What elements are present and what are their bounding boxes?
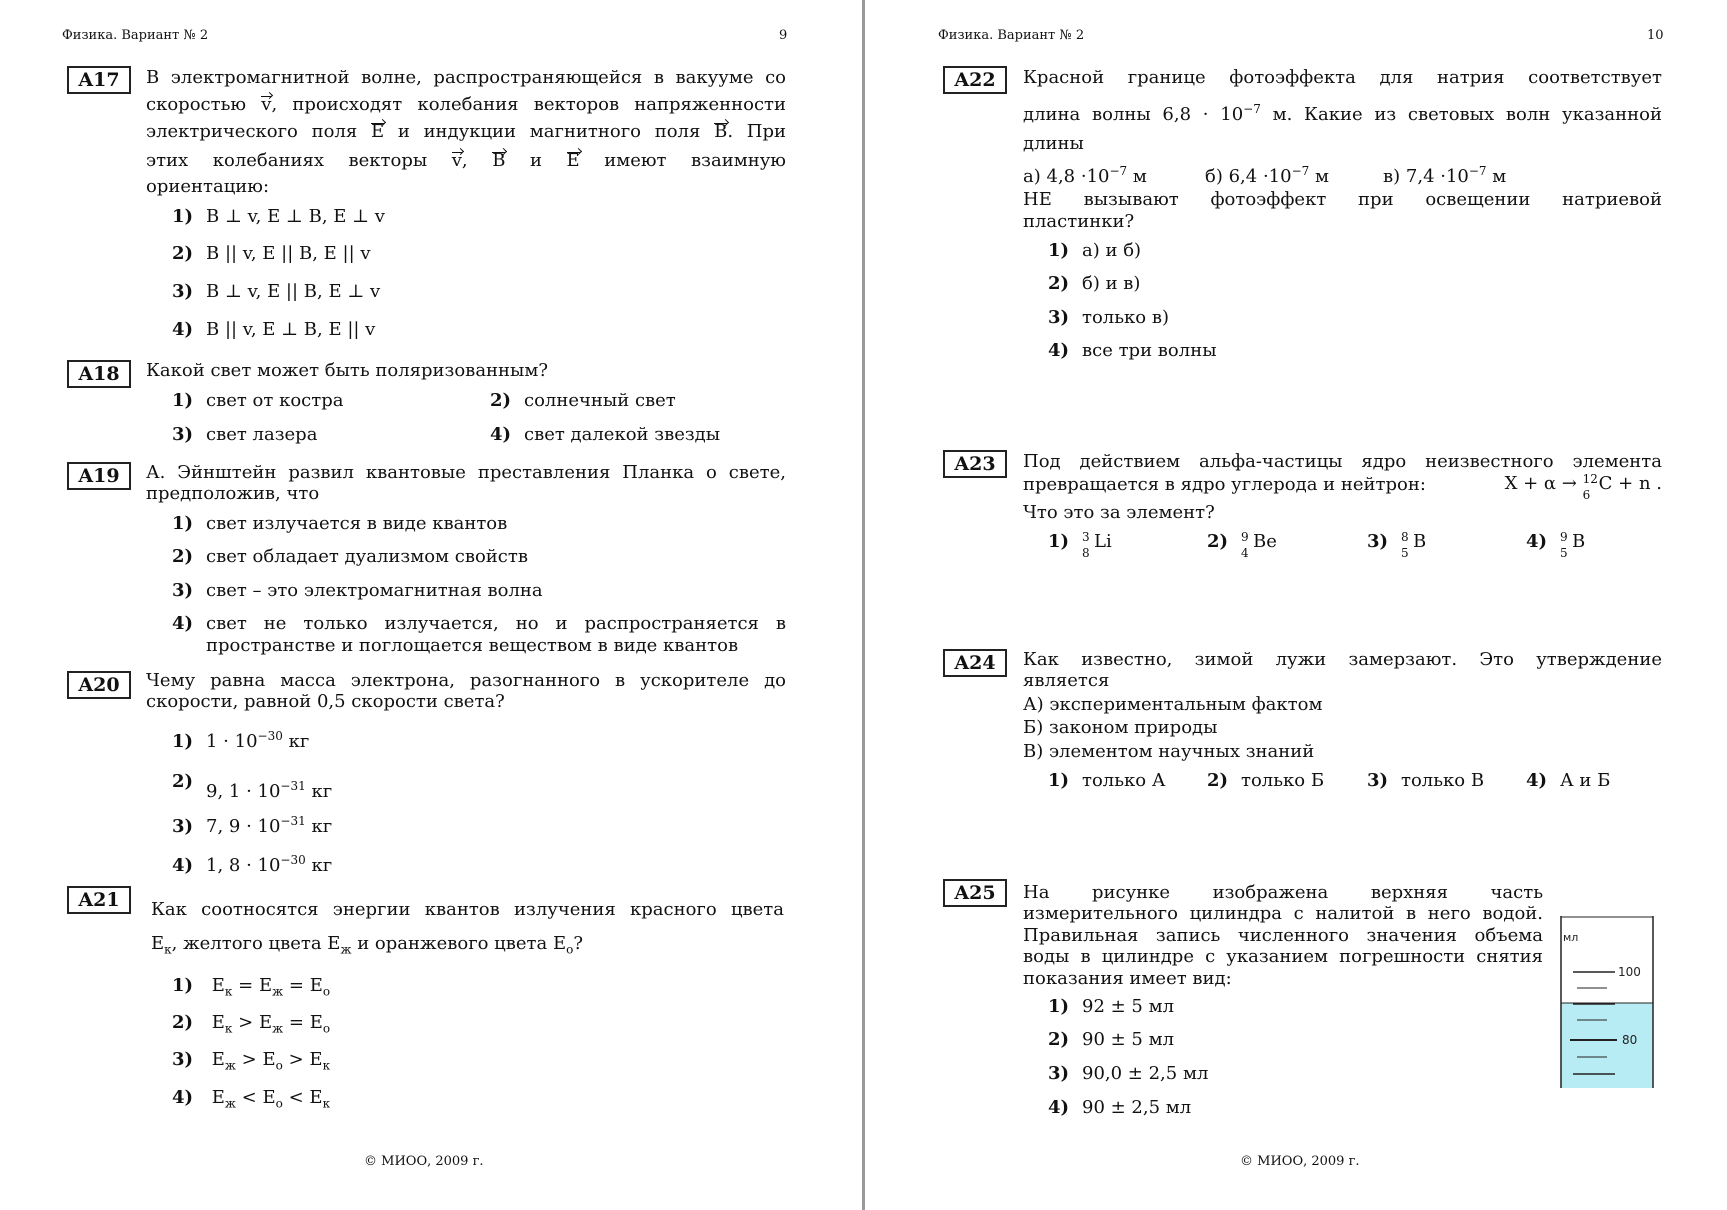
a20-option-2[interactable]: 2) 9, $1 \cdot 10^{-31}$ кг [172,771,333,802]
a24-option-4[interactable]: 4) А и Б [1526,770,1611,791]
a21-option-1[interactable]: 1) $E_к = E_ж = E_о$ [172,975,331,999]
page-number: 9 [779,28,788,43]
a25-line3: Правильная запись численного значения объема [1023,925,1543,946]
page-header: Физика. Вариант № 2 [938,28,1085,43]
vector-v: v [261,94,272,115]
a23-line3: Что это за элемент? [1023,502,1215,523]
a19-line1: А. Эйнштейн развил квантовые преставления Планка о свете, [146,462,786,483]
a20-option-3[interactable]: 3) 7, $9 \cdot 10^{-31}$ кг [172,814,333,837]
question-label-a20: A20 [67,671,131,699]
a25-option-1[interactable]: 1) 92 ± 5 мл [1048,996,1175,1017]
tick-label-80: 80 [1622,1033,1638,1047]
a21-line1: Как соотносятся энергии квантов излучения красного цвета [151,899,784,920]
a19-line2: предположив, что [146,483,320,504]
a25-option-4[interactable]: 4) 90 ± 2,5 мл [1048,1097,1192,1118]
a17-option-2[interactable]: 2) B || v, E || B, E || v [172,243,371,264]
cylinder-unit: мл [1563,931,1579,944]
a22-line3: длины [1023,133,1084,154]
a17-line2: скоростью v, происходят колебания векторов напряженности [146,94,786,115]
question-label-a22: A22 [943,66,1007,94]
page-number: 10 [1647,28,1664,43]
a22-option-3[interactable]: 3) только в) [1048,307,1169,328]
a18-option-4[interactable]: 4) свет далекой звезды [490,424,721,445]
a23-option-3[interactable]: 3) 8 5 B [1367,530,1427,560]
a22-wave-c: в) $7,4 \cdot 10^{-7}$ м [1383,164,1507,187]
a24-statement-c: В) элементом научных знаний [1023,741,1315,762]
a25-line1: На рисунке изображена верхняя часть [1023,882,1543,903]
a21-option-4[interactable]: 4) $E_ж < E_о < E_к$ [172,1087,331,1111]
a17-line5: ориентацию: [146,176,270,197]
a20-line1: Чему равна масса электрона, разогнанного в ускорителе до [146,670,786,691]
a24-statement-b: Б) законом природы [1023,717,1218,738]
a19-option-1[interactable]: 1) свет излучается в виде квантов [172,513,508,534]
question-label-a17: A17 [67,66,131,94]
a22-option-2[interactable]: 2) б) и в) [1048,273,1141,294]
a19-option-4[interactable]: 4) свет не только излучается, но и распространяется в пространстве и поглощается веществом в виде квантов [172,613,786,656]
a24-statement-a: А) экспериментальным фактом [1023,694,1323,715]
a21-option-2[interactable]: 2) $E_к > E_ж = E_о$ [172,1012,331,1036]
a24-option-3[interactable]: 3) только В [1367,770,1485,791]
a24-line1: Как известно, зимой лужи замерзают. Это утверждение [1023,649,1662,670]
vector-e: E [370,121,385,142]
a24-line2: является [1023,670,1110,691]
a24-option-2[interactable]: 2) только Б [1207,770,1325,791]
question-label-a25: A25 [943,879,1007,907]
cylinder-water [1561,1003,1653,1088]
a25-option-2[interactable]: 2) 90 ± 5 мл [1048,1029,1175,1050]
question-label-a21: A21 [67,886,131,914]
a25-line2: измерительного цилиндра с налитой в него водой. [1023,903,1543,924]
a18-option-3[interactable]: 3) свет лазера [172,424,318,445]
a21-line2: $E_к$, желтого цвета $E_ж$ и оранжевого цвета $E_о$? [151,933,583,957]
question-label-a24: A24 [943,649,1007,677]
a17-option-1[interactable]: 1) B ⊥ v, E ⊥ B, E ⊥ v [172,206,385,227]
a25-option-3[interactable]: 3) 90,0 ± 2,5 мл [1048,1063,1209,1084]
question-label-a19: A19 [67,462,131,490]
page-header: Физика. Вариант № 2 [62,28,209,43]
a17-line4: этих колебаниях векторы v, B и E имеют взаимную [146,150,786,171]
page-footer: © МИОО, 2009 г. [364,1154,484,1169]
a22-line1: Красной границе фотоэффекта для натрия соответствует [1023,67,1662,88]
nuclear-equation: X + α → 12 6 C + n . [1504,472,1662,502]
a24-option-1[interactable]: 1) только А [1048,770,1166,791]
question-label-a23: A23 [943,450,1007,478]
page-footer: © МИОО, 2009 г. [1240,1154,1360,1169]
a22-wave-a: а) $4,8 \cdot 10^{-7}$ м [1023,164,1147,187]
a17-option-4[interactable]: 4) B || v, E ⊥ B, E || v [172,319,376,340]
a22-option-4[interactable]: 4) все три волны [1048,340,1217,361]
a23-option-4[interactable]: 4) 9 5 B [1526,530,1586,560]
a22-line5: НЕ вызывают фотоэффект при освещении натриевой [1023,189,1662,210]
a18-option-2[interactable]: 2) солнечный свет [490,390,676,411]
a18-option-1[interactable]: 1) свет от костра [172,390,344,411]
a20-option-1[interactable]: 1) $1 \cdot 10^{-30}$ кг [172,729,310,752]
a20-line2: скорости, равной 0,5 скорости света? [146,691,505,712]
a17-line1: В электромагнитной волне, распространяющейся в вакууме со [146,67,786,88]
measuring-cylinder [1560,916,1654,1088]
a23-line1: Под действием альфа-частицы ядро неизвестного элемента [1023,451,1662,472]
a17-option-3[interactable]: 3) B ⊥ v, E || B, E ⊥ v [172,281,381,302]
a17-line3: электрического поля E и индукции магнитного поля B. При [146,121,786,142]
vector-b: B [714,121,728,142]
a23-option-1[interactable]: 1) 3 8 Li [1048,530,1112,560]
a22-option-1[interactable]: 1) а) и б) [1048,240,1142,261]
a19-option-3[interactable]: 3) свет – это электромагнитная волна [172,580,543,601]
a19-option-2[interactable]: 2) свет обладает дуализмом свойств [172,546,528,567]
a22-line2: длина волны $6,8 \cdot 10^{-7}$ м. Какие из световых волн указанной [1023,102,1662,125]
a23-line2: превращается в ядро углерода и нейтрон: X + α → 12 6 C + n . [1023,472,1662,502]
a18-question: Какой свет может быть поляризованным? [146,360,549,381]
a21-option-3[interactable]: 3) $E_ж > E_о > E_к$ [172,1049,331,1073]
a20-option-4[interactable]: 4) 1, $8 \cdot 10^{-30}$ кг [172,853,333,876]
a23-option-2[interactable]: 2) 9 4 Be [1207,530,1277,560]
tick-label-100: 100 [1618,965,1641,979]
a22-wave-b: б) $6,4 \cdot 10^{-7}$ м [1205,164,1330,187]
a25-line4: воды в цилиндре с указанием погрешности снятия [1023,946,1543,967]
a22-line6: пластинки? [1023,211,1135,232]
a25-line5: показания имеет вид: [1023,968,1232,989]
question-label-a18: A18 [67,360,131,388]
